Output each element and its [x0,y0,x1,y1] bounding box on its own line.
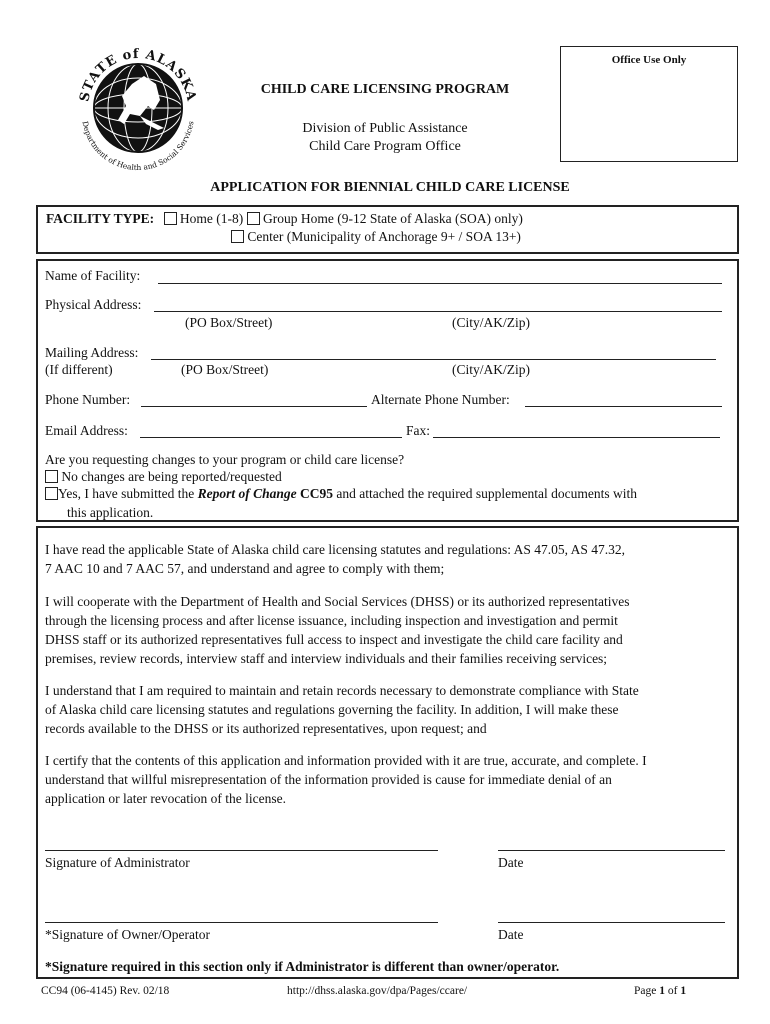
para-line: understand that willful misrepresentation of the information provided is cause for immediate denial of an [45,772,612,787]
option-group-home-label: Group Home (9-12 State of Alaska (SOA) only) [263,211,523,226]
owner-date-field[interactable] [498,922,725,923]
para-line: I have read the applicable State of Alaska child care licensing statutes and regulations: AS 47.05, AS 47.32, [45,542,625,557]
certification-para-2 [45,592,735,668]
mailing-address-field[interactable] [151,359,716,360]
administrator-date-label: Date [498,855,524,870]
changes-question: Are you requesting changes to your program or child care license? [45,452,405,467]
yes-changes-suffix: and attached the required supplemental documents with [333,486,638,501]
phone-number-label: Phone Number: [45,392,131,407]
page-of: of [664,985,681,997]
email-address-field[interactable] [140,437,402,438]
yes-changes-prefix: Yes, I have submitted the [58,486,198,501]
checkbox-group-home[interactable] [247,212,260,225]
para-line: 7 AAC 10 and 7 AAC 57, and understand and agree to comply with them; [45,561,445,576]
page-number [634,985,686,997]
office-use-box [560,46,738,162]
physical-po-box-hint: (PO Box/Street) [185,315,273,330]
yes-changes-line-2: this application. [67,505,154,520]
administrator-date-field[interactable] [498,850,725,851]
division-line-1: Division of Public Assistance [302,121,468,136]
page-total: 1 [680,985,687,997]
administrator-signature-label: Signature of Administrator [45,855,190,870]
page-current: 1 [659,985,665,997]
report-of-change-text: Report of Change [197,486,297,501]
para-line: application or later revocation of the license. [45,791,287,806]
email-address-label: Email Address: [45,423,128,438]
mailing-po-box-hint: (PO Box/Street) [181,362,269,377]
application-title: APPLICATION FOR BIENNIAL CHILD CARE LICENSE [210,180,570,195]
mailing-city-hint: (City/AK/Zip) [452,362,530,377]
phone-number-field[interactable] [141,406,367,407]
name-of-facility-field[interactable] [158,283,722,284]
signature-note: *Signature required in this section only if Administrator is different than owner/operator. [45,959,560,974]
fax-label: Fax: [406,423,431,438]
facility-type-label: FACILITY TYPE: [46,211,155,226]
fax-field[interactable] [433,437,720,438]
para-line: of Alaska child care licensing statutes and regulations governing the facility. In addition, I will make these [45,702,619,717]
para-line: I certify that the contents of this application and information provided with it are true, accurate, and complete. I [45,753,647,768]
division-block [200,120,570,156]
physical-city-hint: (City/AK/Zip) [452,315,530,330]
checkbox-no-changes[interactable] [45,470,58,483]
physical-address-label: Physical Address: [45,297,142,312]
svg-text:Department of Health and Socia: Department of Health and Social Services [80,120,196,172]
if-different-hint: (If different) [45,362,113,377]
administrator-signature-field[interactable] [45,850,438,851]
para-line: I understand that I am required to maintain and retain records necessary to demonstrate compliance with State [45,683,639,698]
checkbox-home[interactable] [164,212,177,225]
yes-changes-row [45,486,637,502]
name-of-facility-label: Name of Facility: [45,268,141,283]
office-use-label: Office Use Only [611,54,687,66]
certification-para-4 [45,751,735,808]
division-line-2: Child Care Program Office [309,139,461,154]
facility-type-row-2 [231,229,521,245]
owner-date-label: Date [498,927,524,942]
form-id: CC94 (06-4145) Rev. 02/18 [41,985,170,997]
para-line: records available to the DHSS or its authorized representatives, upon request; and [45,721,487,736]
no-changes-label: No changes are being reported/requested [61,469,282,484]
owner-signature-label: *Signature of Owner/Operator [45,927,210,942]
owner-signature-field[interactable] [45,922,438,923]
alternate-phone-label: Alternate Phone Number: [371,392,510,407]
para-line: through the licensing process and after license issuance, including inspection and investigation and permit [45,613,618,628]
footer-url: http://dhss.alaska.gov/dpa/Pages/ccare/ [287,985,468,997]
alternate-phone-field[interactable] [525,406,722,407]
page-prefix: Page [634,985,660,997]
physical-address-field[interactable] [154,311,722,312]
form-cc95-text: CC95 [296,486,334,501]
certification-para-1 [45,540,735,578]
facility-type-row-1 [46,211,523,227]
para-line: DHSS staff or its authorized representatives full access to inspect and investigate the child care facility and [45,632,623,647]
state-seal-logo [74,44,202,172]
no-changes-row [45,469,282,485]
certification-para-3 [45,681,735,738]
svg-text:STATE of ALASKA: STATE of ALASKA [77,46,199,104]
option-home-label: Home (1-8) [179,211,244,226]
checkbox-center[interactable] [231,230,244,243]
mailing-address-label: Mailing Address: [45,345,139,360]
para-line: premises, review records, interview staff and interview individuals and their families receiving services; [45,651,608,666]
option-center-label: Center (Municipality of Anchorage 9+ / SOA 13+) [247,229,521,244]
checkbox-yes-changes[interactable] [45,487,58,500]
para-line: I will cooperate with the Department of Health and Social Services (DHSS) or its authorized representatives [45,594,630,609]
program-title: CHILD CARE LICENSING PROGRAM [260,82,510,97]
